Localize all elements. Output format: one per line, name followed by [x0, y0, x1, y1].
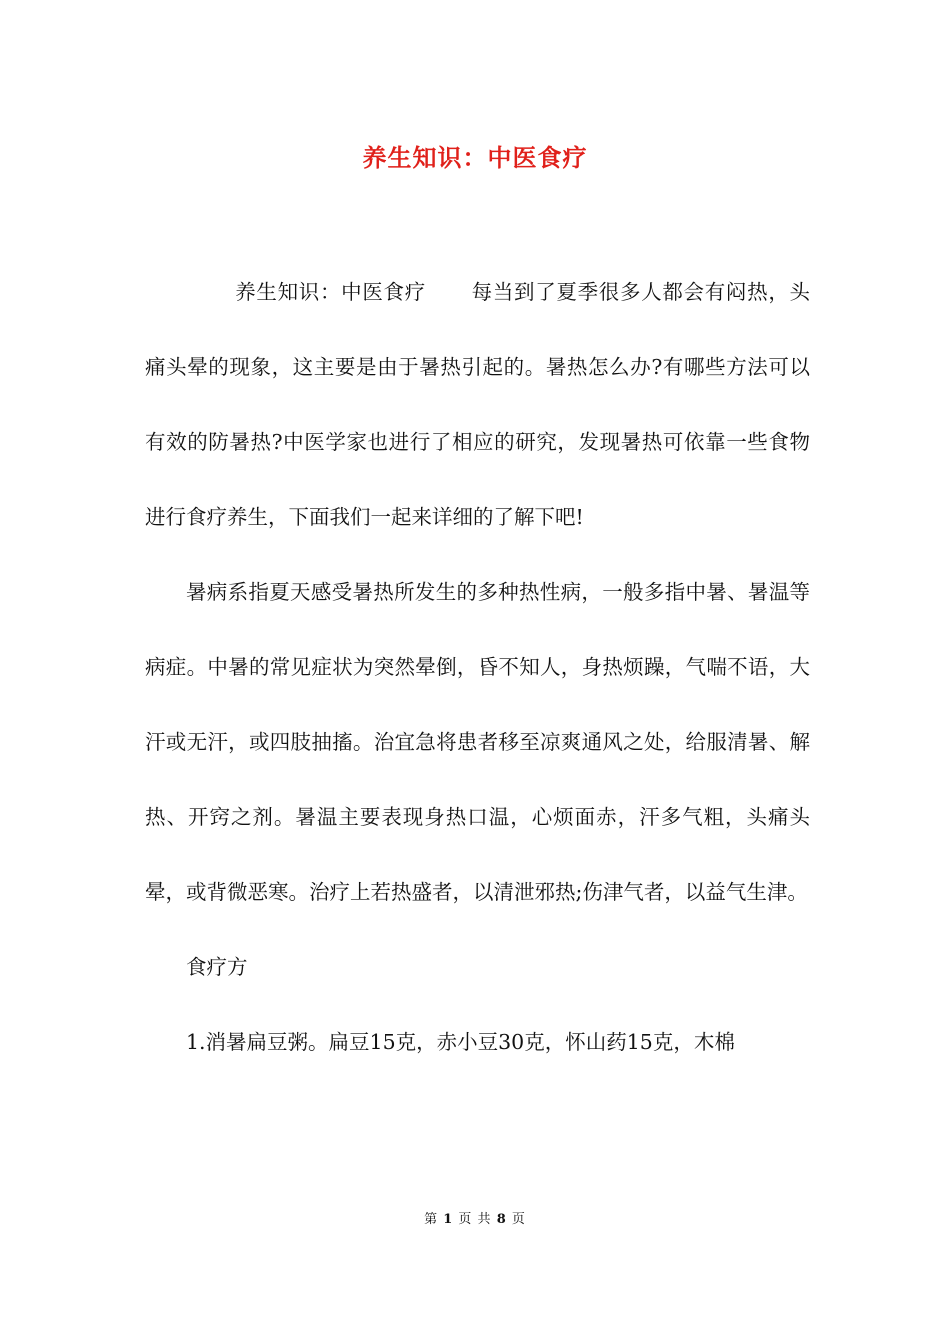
- intro-text: 每当到了夏季很多人都会有闷热，头痛头晕的现象，这主要是由于暑热引起的。暑热怎么办?有哪些方法可以有效的防暑热?中医学家也进行了相应的研究，发现暑热可依靠一些食物进行食疗养生，下面我们一起来详细的了解下吧!: [145, 280, 811, 529]
- document-title: 养生知识：中医食疗: [362, 143, 588, 172]
- footer-prefix: 第: [424, 1212, 439, 1227]
- footer-page-number: 1: [443, 1212, 454, 1227]
- paragraph-2: 暑病系指夏天感受暑热所发生的多种热性病，一般多指中暑、暑温等病症。中暑的常见症状为突然晕倒，昏不知人，身热烦躁，气喘不语，大汗或无汗，或四肢抽搐。治宜急将患者移至凉爽通风之处，给服清暑、解热、开窍之剂。暑温主要表现身热口温，心烦面赤，汗多气粗，头痛头晕，或背微恶寒。治疗上若热盛者，以清泄邪热;伤津气者，以益气生津。: [145, 580, 810, 904]
- paragraph-3: 食疗方: [186, 955, 248, 979]
- footer-total-pages: 8: [496, 1212, 507, 1227]
- paragraph-intro: [145, 255, 810, 555]
- paragraph-4: 1.消暑扁豆粥。扁豆15克，赤小豆30克，怀山药15克，木棉: [186, 1030, 735, 1054]
- intro-heading: 养生知识：中医食疗: [235, 280, 426, 304]
- footer-suffix: 页: [511, 1212, 526, 1227]
- document-body: [145, 255, 810, 1080]
- footer-middle: 页 共: [458, 1212, 492, 1227]
- page-footer: [0, 1208, 950, 1227]
